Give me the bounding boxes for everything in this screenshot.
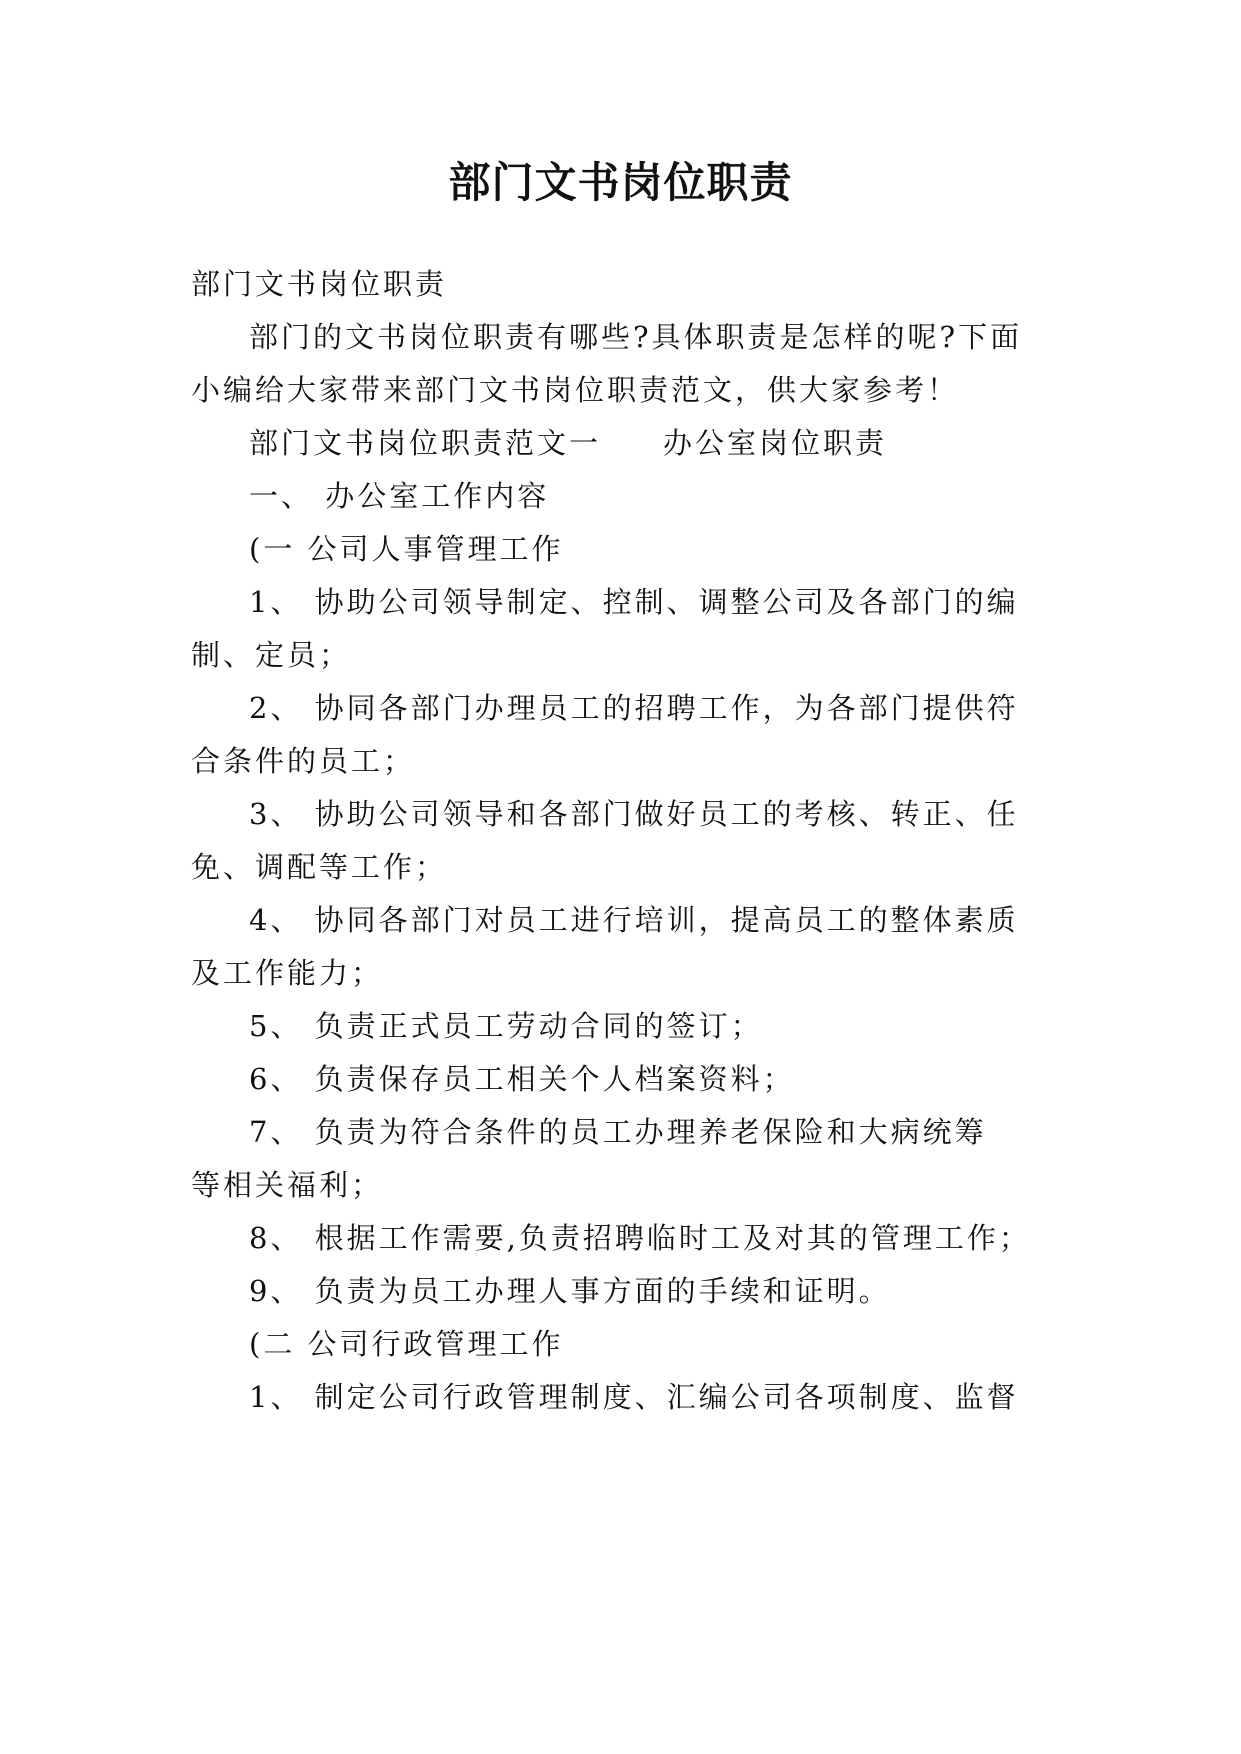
paragraph-heading: 部门文书岗位职责 (191, 267, 448, 301)
list-heading: 一、 办公室工作内容 (249, 479, 550, 513)
list-item: 6、 负责保存员工相关个人档案资料； (249, 1062, 795, 1096)
list-item: 2、 协同各部门办理员工的招聘工作，为各部门提供符 (249, 691, 1019, 725)
list-item: 9、 负责为员工办理人事方面的手续和证明。 (249, 1274, 891, 1308)
section-title: 办公室岗位职责 (663, 426, 888, 460)
list-subheading: (二 公司行政管理工作 (249, 1327, 564, 1361)
list-item-continuation: 及工作能力； (191, 956, 384, 990)
list-item: 3、 协助公司领导和各部门做好员工的考核、转正、任 (249, 797, 1019, 831)
list-item: 5、 负责正式员工劳动合同的签订； (249, 1009, 763, 1043)
list-item-continuation: 免、调配等工作； (191, 850, 448, 884)
list-item: 4、 协同各部门对员工进行培训，提高员工的整体素质 (249, 903, 1019, 937)
paragraph-line: 部门的文书岗位职责有哪些?具体职责是怎样的呢?下面 (249, 320, 1023, 354)
list-item: 1、 制定公司行政管理制度、汇编公司各项制度、监督 (249, 1380, 1019, 1414)
list-subheading: (一 公司人事管理工作 (249, 532, 564, 566)
sample-label: 部门文书岗位职责范文一 (249, 426, 602, 460)
list-item: 1、 协助公司领导制定、控制、调整公司及各部门的编 (249, 585, 1019, 619)
page-title: 部门文书岗位职责 (448, 158, 793, 207)
list-item-continuation: 等相关福利； (191, 1168, 384, 1202)
list-item: 8、 根据工作需要,负责招聘临时工及对其的管理工作； (249, 1221, 1031, 1255)
list-item-continuation: 合条件的员工； (191, 744, 416, 778)
list-item: 7、 负责为符合条件的员工办理养老保险和大病统筹 (249, 1115, 987, 1149)
paragraph-line: 小编给大家带来部门文书岗位职责范文，供大家参考！ (191, 373, 960, 407)
list-item-continuation: 制、定员； (191, 638, 352, 672)
section-heading (249, 414, 887, 472)
